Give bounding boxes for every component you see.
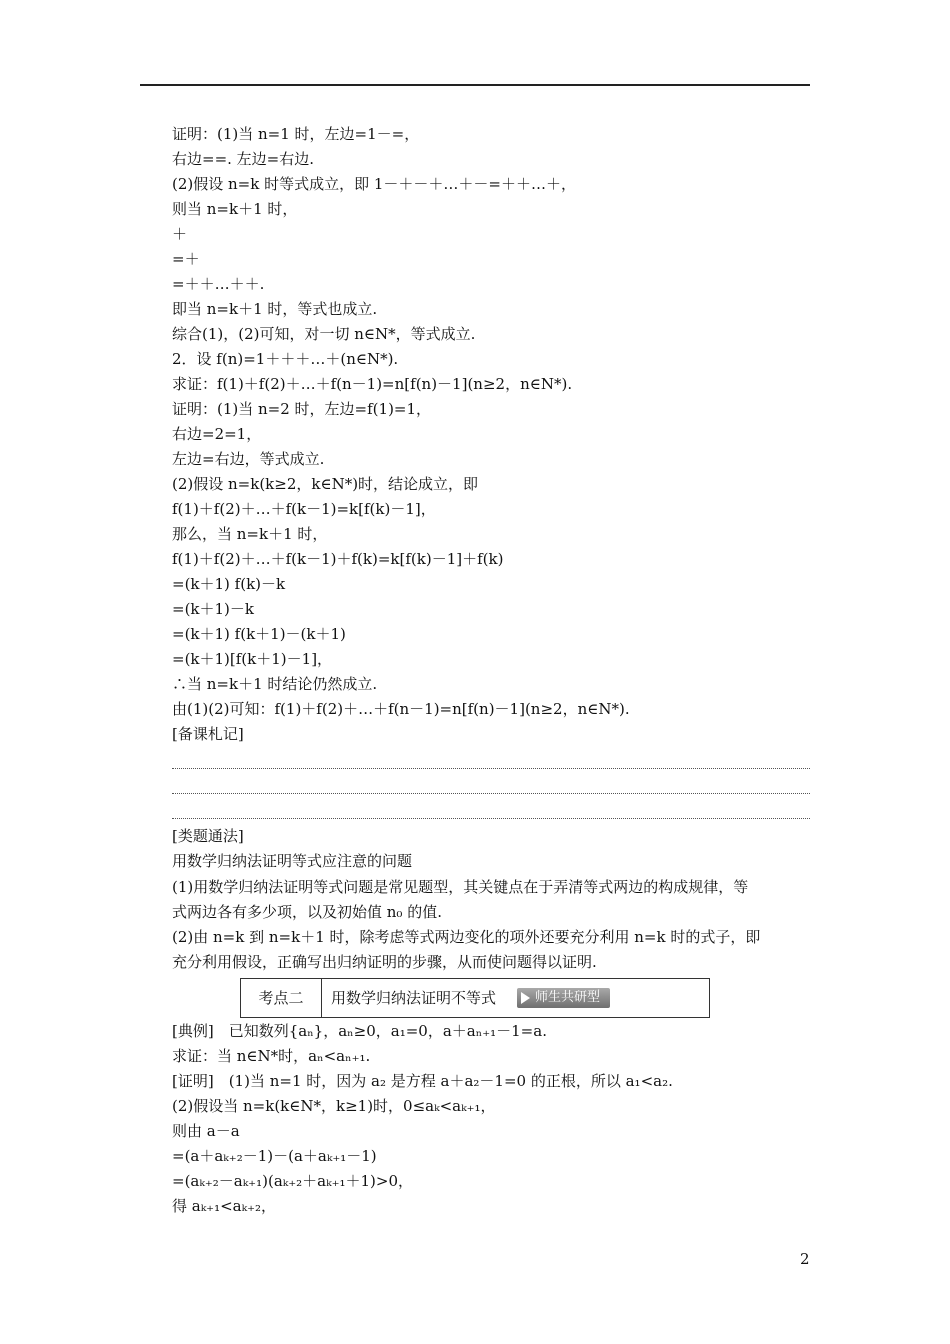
problem-statement: 2．设 f(n)=1＋＋＋…＋(n∈N*). — [172, 350, 399, 368]
proof-line: ＋ — [172, 225, 188, 243]
method-title: 用数学归纳法证明等式应注意的问题 — [172, 852, 413, 870]
method-paragraph: (1)用数学归纳法证明等式问题是常见题型，其关键点在于弄清等式两边的构成规律，等 — [172, 878, 749, 896]
section-title: 用数学归纳法证明不等式 — [331, 989, 497, 1007]
proof-line: (2)假设 n=k 时等式成立，即 1－＋－＋…＋－=＋＋…＋， — [172, 175, 576, 193]
proof-line: 右边==. 左边=右边. — [172, 150, 315, 168]
proof-line: =(k＋1)－k — [172, 600, 254, 618]
proof-line: f(1)＋f(2)＋…＋f(k－1)=k[f(k)－1]， — [172, 500, 436, 518]
problem-statement: 求证：f(1)＋f(2)＋…＋f(n－1)=n[f(n)－1](n≥2，n∈N*). — [172, 375, 573, 393]
notes-rule — [172, 793, 810, 794]
method-tag: [类题通法] — [172, 827, 244, 845]
badge-label: 师生共研型 — [535, 990, 601, 1005]
example-line: [证明] (1)当 n=1 时，因为 a₂ 是方程 a＋a₂－1=0 的正根，所以 a₁<a₂. — [172, 1072, 673, 1090]
example-line: (2)假设当 n=k(k∈N*，k≥1)时，0≤aₖ<aₖ₊₁， — [172, 1097, 496, 1115]
type-badge — [517, 988, 610, 1008]
header-rule — [140, 84, 810, 86]
proof-line: =＋ — [172, 250, 200, 268]
notes-rule — [172, 818, 810, 819]
example-line: 得 aₖ₊₁<aₖ₊₂， — [172, 1197, 277, 1215]
example-line: =(a＋aₖ₊₂－1)－(a＋aₖ₊₁－1) — [172, 1147, 377, 1165]
example-line: [典例] 已知数列{aₙ}，aₙ≥0，a₁=0，a＋aₙ₊₁－1=a. — [172, 1022, 547, 1040]
section-label: 考点二 — [241, 979, 322, 1017]
proof-line: 综合(1)，(2)可知，对一切 n∈N*，等式成立. — [172, 325, 476, 343]
proof-line: =(k＋1) f(k＋1)－(k＋1) — [172, 625, 346, 643]
proof-line: 右边=2=1， — [172, 425, 262, 443]
proof-line: 那么，当 n=k＋1 时， — [172, 525, 328, 543]
example-line: =(aₖ₊₂－aₖ₊₁)(aₖ₊₂＋aₖ₊₁＋1)>0， — [172, 1172, 414, 1190]
proof-line: =＋＋…＋＋. — [172, 275, 265, 293]
proof-line: f(1)＋f(2)＋…＋f(k－1)＋f(k)=k[f(k)－1]＋f(k) — [172, 550, 504, 568]
proof-line: 则当 n=k＋1 时， — [172, 200, 298, 218]
method-paragraph: 充分利用假设，正确写出归纳证明的步骤，从而使问题得以证明. — [172, 953, 597, 971]
proof-line: (2)假设 n=k(k≥2，k∈N*)时，结论成立，即 — [172, 475, 479, 493]
example-line: 则由 a－a — [172, 1122, 240, 1140]
notes-label: [备课札记] — [172, 725, 244, 743]
example-line: 求证：当 n∈N*时，aₙ<aₙ₊₁. — [172, 1047, 371, 1065]
method-paragraph: (2)由 n=k 到 n=k＋1 时，除考虑等式两边变化的项外还要充分利用 n=k 时的式子，即 — [172, 928, 761, 946]
proof-line: 左边=右边，等式成立. — [172, 450, 325, 468]
section-banner — [240, 978, 710, 1018]
proof-line: 即当 n=k＋1 时，等式也成立. — [172, 300, 378, 318]
proof-line: ∴当 n=k＋1 时结论仍然成立. — [172, 675, 378, 693]
play-arrow-icon — [521, 992, 530, 1004]
notes-rule — [172, 768, 810, 769]
proof-line: 证明：(1)当 n=2 时，左边=f(1)=1， — [172, 400, 432, 418]
method-paragraph: 式两边各有多少项，以及初始值 n₀ 的值. — [172, 903, 442, 921]
proof-line: =(k＋1)[f(k＋1)－1]， — [172, 650, 333, 668]
proof-line: =(k＋1) f(k)－k — [172, 575, 286, 593]
proof-line: 由(1)(2)可知：f(1)＋f(2)＋…＋f(n－1)=n[f(n)－1](n≥2，n∈N*). — [172, 700, 630, 718]
proof-line: 证明：(1)当 n=1 时，左边=1－=， — [172, 125, 420, 143]
page-number: 2 — [800, 1250, 810, 1268]
